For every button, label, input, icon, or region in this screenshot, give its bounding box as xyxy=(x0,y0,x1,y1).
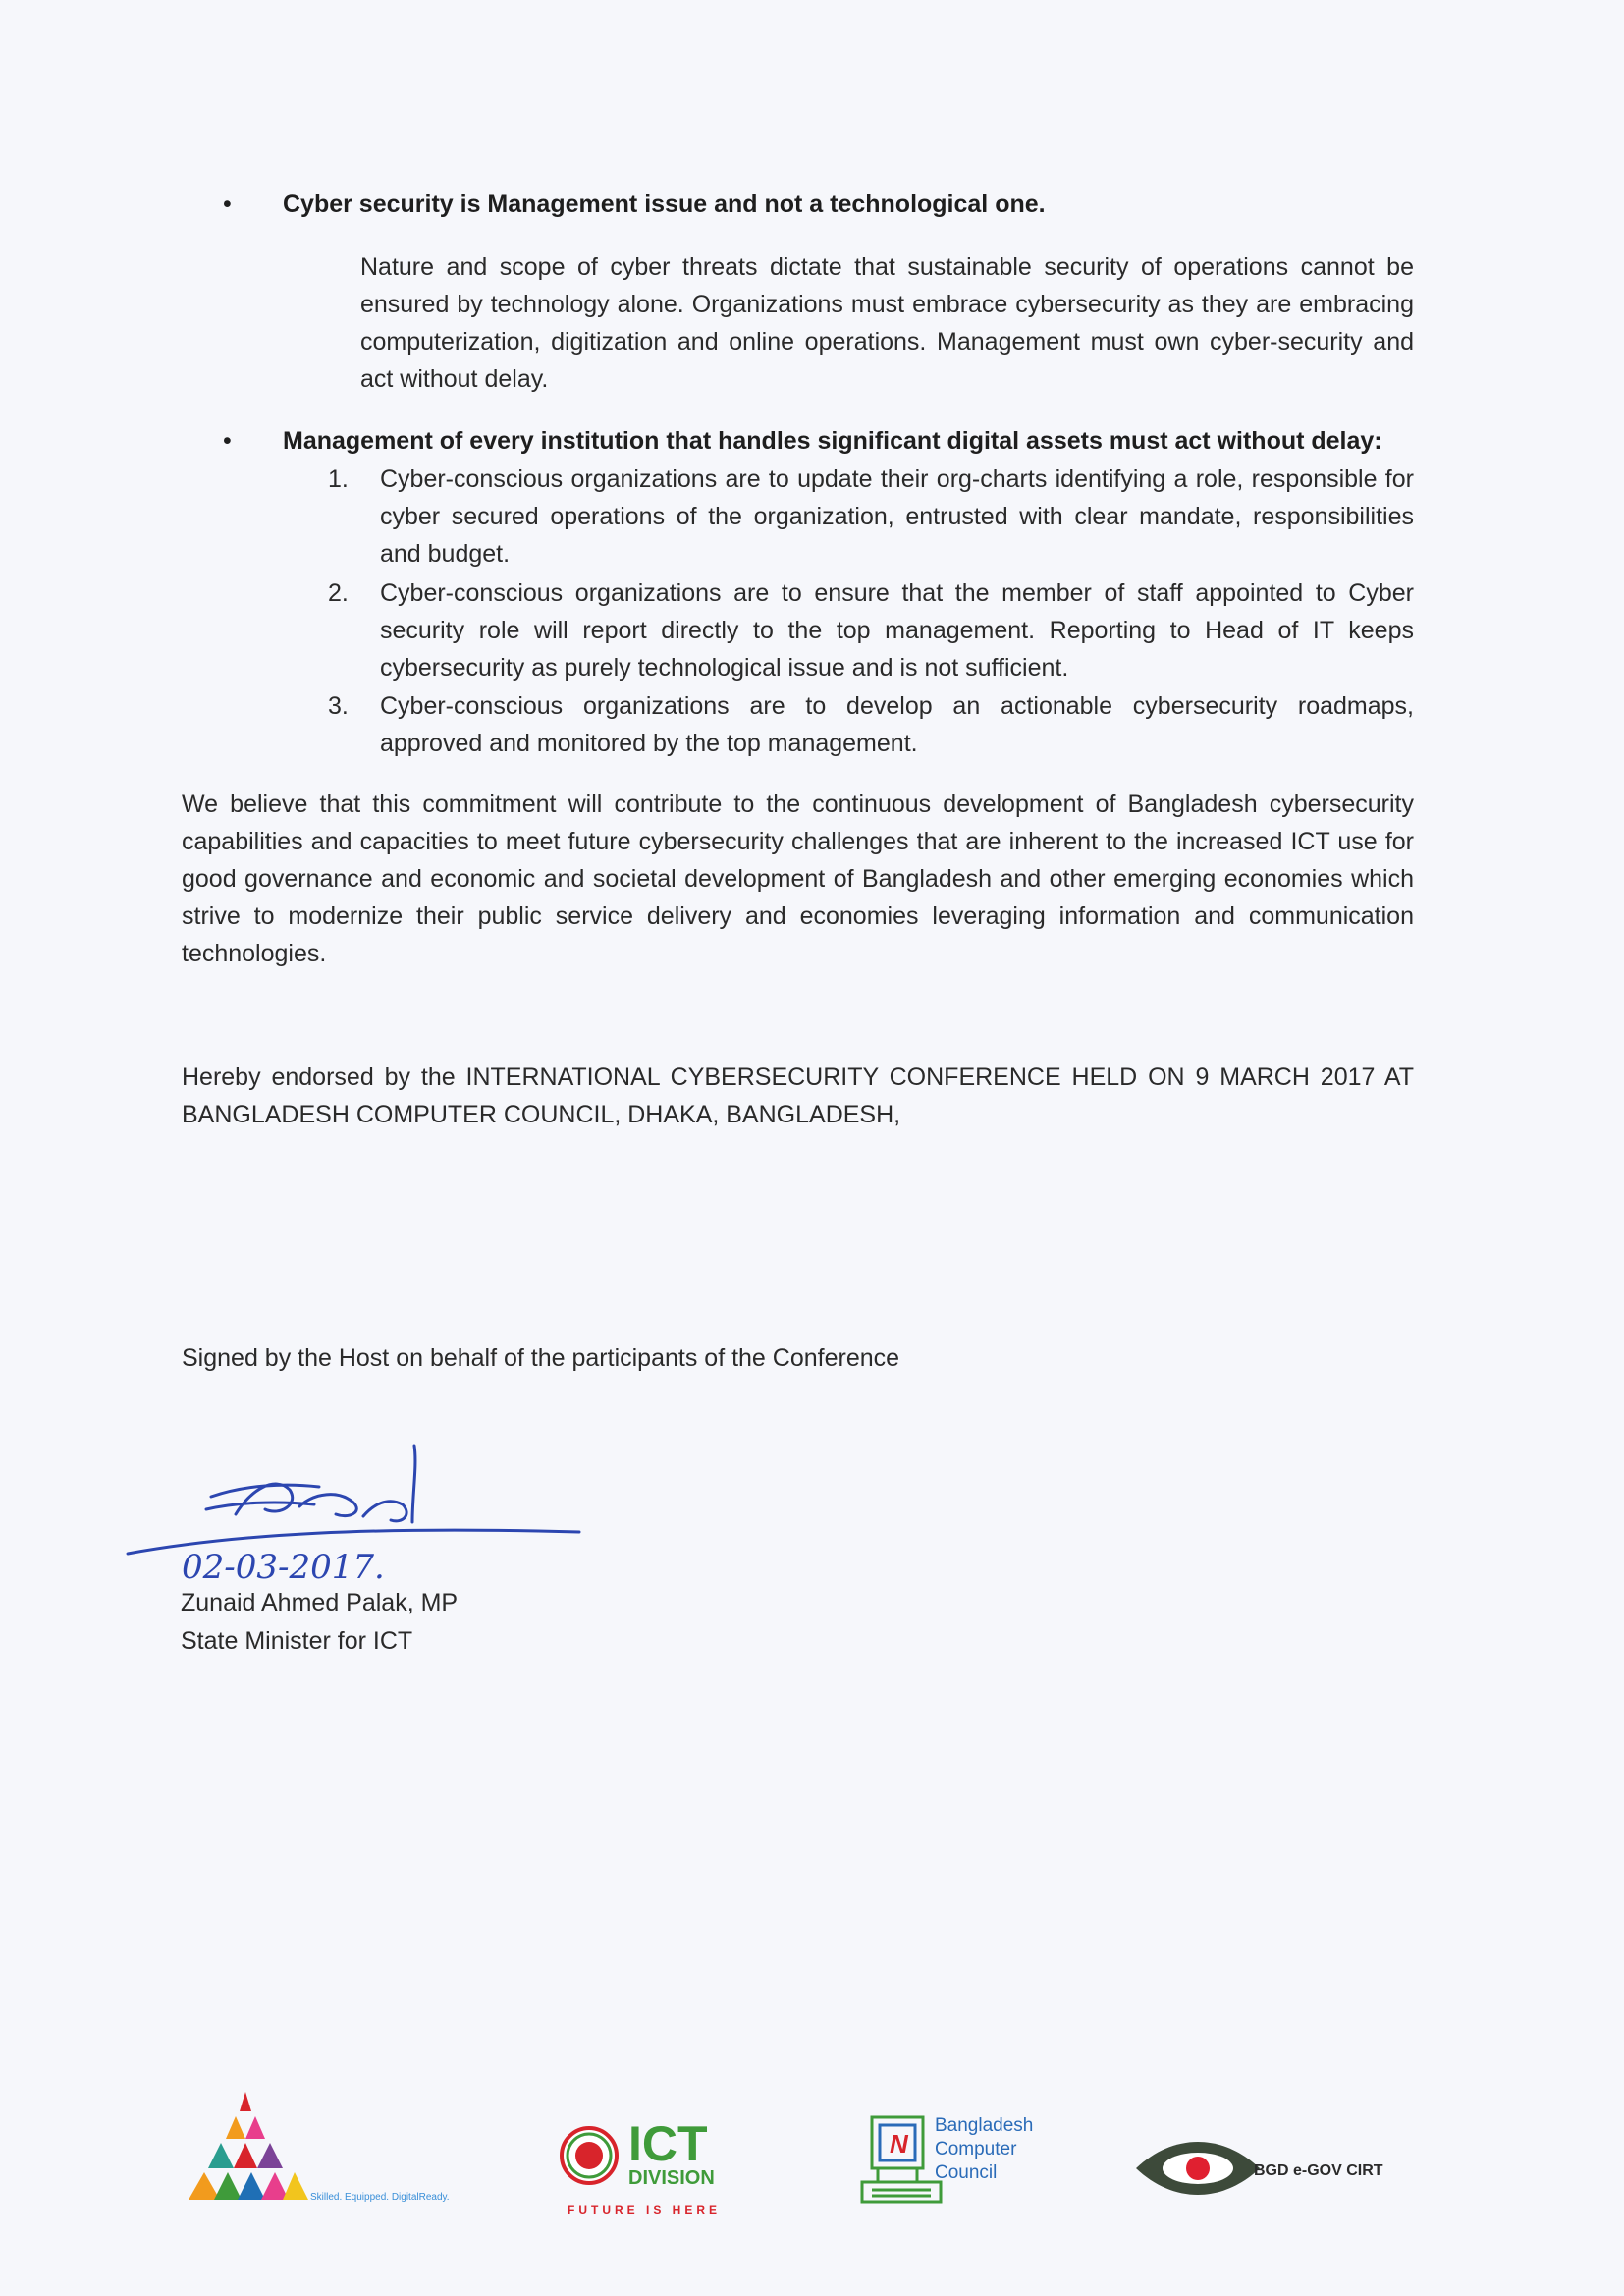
ict-division-logo xyxy=(558,2111,744,2219)
bcc-n-mark: N xyxy=(890,2129,908,2159)
bcc-line-2: Computer xyxy=(935,2139,1017,2159)
endorsement-paragraph: Hereby endorsed by the INTERNATIONAL CYBERSECURITY CONFERENCE HELD ON 9 MARCH 2017 AT BANGLADESH COMPUTER COUNCIL, DHAKA, BANGLADESH, xyxy=(182,1064,1414,1128)
item-text: Cyber-conscious organizations are to update their org-charts identifying a role, responsible for cyber secured operations of the organization, entrusted with clear mandate, responsibilities and budget. xyxy=(380,465,1414,568)
bullet-1-body: Nature and scope of cyber threats dictate that sustainable security of operations cannot be ensured by technology alone. Organizations must embrace cybersecurity as they are embracing computerization, digitization and online operations. Management must own cyber-security and act without delay. xyxy=(360,253,1414,393)
cirt-logo xyxy=(1134,2139,1419,2198)
bullet-heading-2 xyxy=(226,422,1419,460)
commitment-paragraph: We believe that this commitment will contribute to the continuous development of Bangladesh cybersecurity capabilities and capacities to meet future cybersecurity challenges that are inherent to the increased ICT use for good governance and economic and societal development of Bangladesh and other emerging economies which strive to modernize their public service delivery and economies leveraging information and communication technologies. xyxy=(182,791,1414,967)
numbered-item-2 xyxy=(328,574,1414,686)
bcc-line-3: Council xyxy=(935,2162,998,2183)
bcc-logo xyxy=(858,2111,1084,2210)
ict-tagline: FUTURE IS HERE xyxy=(568,2203,722,2216)
signatory-name: Zunaid Ahmed Palak, MP xyxy=(181,1589,459,1616)
ict-wordmark: ICT xyxy=(628,2116,708,2171)
item-number: 3. xyxy=(328,692,349,720)
signatory-title: State Minister for ICT xyxy=(181,1627,413,1655)
a2i-tagline: Skilled. Equipped. DigitalReady. xyxy=(310,2192,450,2203)
numbered-item-1 xyxy=(328,461,1414,573)
bullet-heading-1 xyxy=(226,186,1419,223)
bcc-line-1: Bangladesh xyxy=(935,2115,1034,2136)
signed-by-line: Signed by the Host on behalf of the participants of the Conference xyxy=(182,1344,900,1372)
a2i-logo xyxy=(177,2082,461,2210)
item-number: 1. xyxy=(328,465,349,493)
handwritten-signature xyxy=(118,1436,589,1583)
ict-division-label: DIVISION xyxy=(628,2167,715,2189)
signature-date: 02-03-2017. xyxy=(182,1548,385,1583)
item-number: 2. xyxy=(328,579,349,607)
bullet-heading-1-text: • Cyber security is Management issue and not a technological one. xyxy=(283,191,1046,218)
bullet-heading-2-text: • Management of every institution that handles significant digital assets must act without delay: xyxy=(283,427,1382,455)
cirt-label: BGD e-GOV CIRT xyxy=(1254,2162,1383,2179)
item-text: Cyber-conscious organizations are to ensure that the member of staff appointed to Cyber security role will report directly to the top management. Reporting to Head of IT keeps cybersecurity as purely technological issue and is not sufficient. xyxy=(380,579,1414,682)
item-text: Cyber-conscious organizations are to develop an actionable cybersecurity roadmaps, approved and monitored by the top management. xyxy=(380,692,1414,757)
numbered-item-3 xyxy=(328,687,1414,762)
